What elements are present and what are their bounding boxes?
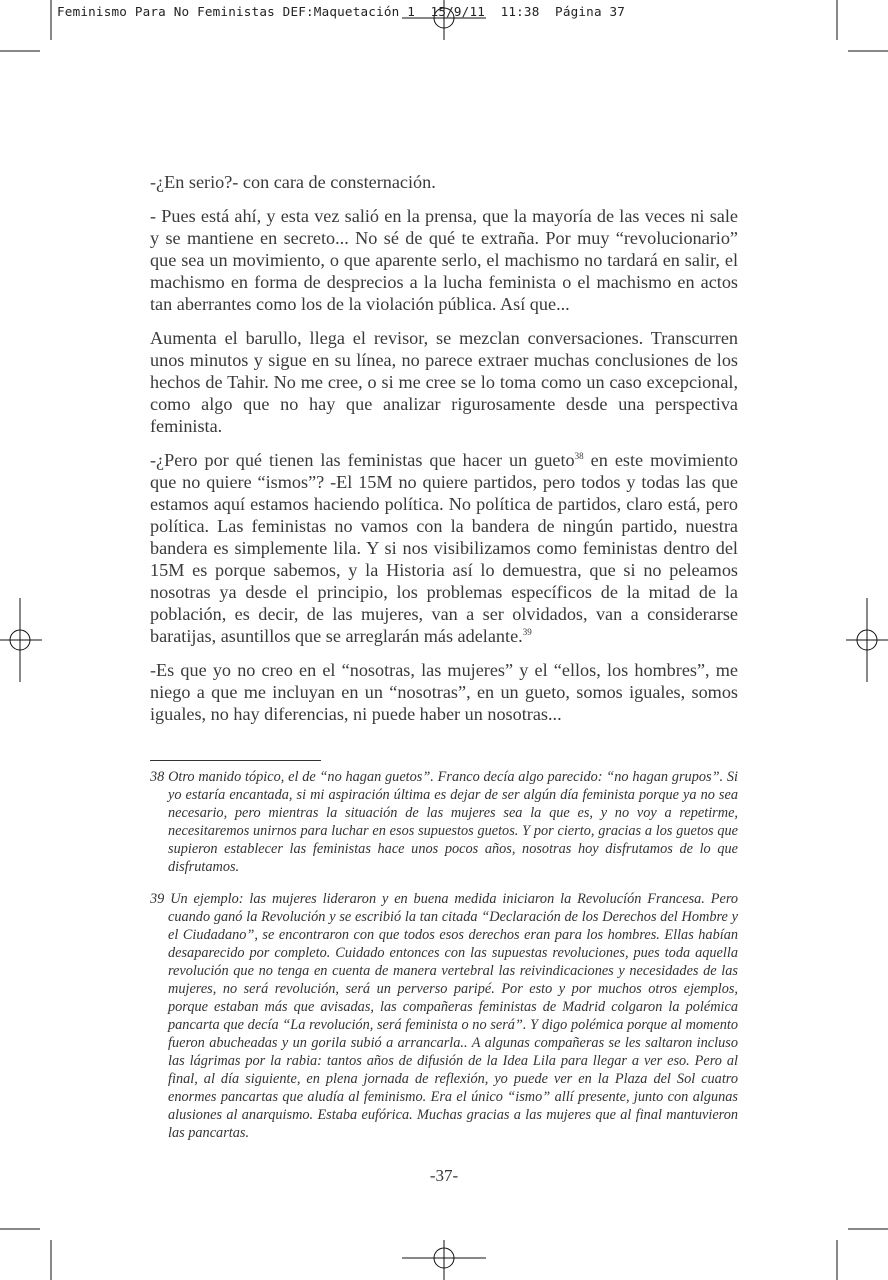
paragraph-text: en este movimiento que no quiere “ismos”? -El 15M no quiere partidos, pero todos y todas las que estamos aquí estamos haciendo política. No política de partidos, claro está, pero política. Las feministas no vamos con la bandera de ningún partido, nuestra bandera es simplemente lila. Y si nos visibilizamos como feministas dentro del 15M es porque sabemos, y la Historia así lo demuestra, que si no peleamos nosotras ya desde el principio, los problemas específicos de la mitad de la población, es decir, de las mujeres, van a ser olvidados, van a considerarse baratijas, asuntillos que se arreglarán más adelante. — [150, 450, 738, 646]
footnote-reference[interactable]: 39 — [522, 626, 532, 637]
page-number: -37- — [429, 1166, 459, 1185]
paragraph: -Es que yo no creo en el “nosotras, las mujeres” y el “ellos, los hombres”, me niego a que me incluyan en un “nosotras”, en un gueto, somos iguales, somos iguales, no hay diferencias, ni puede haber un nosotras... — [150, 660, 738, 724]
paragraph-text: -¿Pero por qué tienen las feministas que hacer un gueto — [150, 450, 575, 470]
paragraph: - Pues está ahí, y esta vez salió en la prensa, que la mayoría de las veces ni sale y se mantiene en secreto... No sé de qué te extraña. Por muy “revolucionario” que sea un movimiento, o que aparente serlo, el machismo no tardará en salir, el machismo en forma de desprecios a la lucha feminista o el machismo en actos tan aberrantes como los de la violación pública. Así que... — [150, 206, 738, 314]
footnotes — [150, 768, 738, 1142]
footnote-number: 39 — [150, 891, 165, 907]
footnote-divider — [150, 760, 321, 761]
body-text — [150, 171, 738, 725]
footnote-text: Un ejemplo: las mujeres lideraron y en buena medida iniciaron la Revolucíón Francesa. Pero cuando ganó la Revolución y se escribió la tan citada “Declaración de los Derechos del Hombre y el Ciudadano”, se encontraron con que todos esos derechos eran para los hombres. Ellas habían desaparecido por completo. Cuidado entonces con las supuestas revoluciones, pues toda aquella revolución que no tenga en cuenta de manera vertebral las reivindicaciones y necesidades de las mujeres, no será revolución, será un perverso paripé. Por esto y por muchos otros ejemplos, porque estaban más que avisadas, las compañeras feministas de Madrid colgaron la polémica pancarta que decía “La revolución, será feminista o no será”. Y digo polémica porque al momento fueron abucheadas y un gorila subió a arrancarla.. A algunas compañeras se les saltaron incluso las lágrimas por la rabia: tantos años de difusión de la Idea Lila para llegar a ver eso. Pero al final, al día siguiente, en plena jornada de reflexión, yo puede ver en la Plaza del Sol cuatro enormes pancartas que aludía al feminismo. Era el único “ismo” allí presente, junto con algunas alusiones al anarquismo. Estaba eufórica. Muchas gracias a las mujeres que al final mantuvieron las pancartas. — [168, 891, 739, 1141]
registration-mark-bottom — [402, 1240, 486, 1280]
registration-mark-right — [846, 598, 888, 682]
footnote-number: 38 — [150, 769, 165, 785]
paragraph — [150, 449, 738, 647]
footnote — [150, 768, 738, 876]
paragraph: -¿En serio?- con cara de consternación. — [150, 172, 436, 192]
footnote — [150, 890, 738, 1142]
footnote-reference[interactable]: 38 — [574, 450, 584, 461]
footnote-text: Otro manido tópico, el de “no hagan guetos”. Franco decía algo parecido: “no hagan grupos”. Si yo estaría encantada, si mi aspiración última es dejar de ser algún día feminista porque ya no sea necesario, pero mientras la situación de las mujeres sea la que es, y no voy a repetirme, necesitaremos unirnos para luchar en esos supuestos guetos. Y por cierto, gracias a los guetos que supieron establecer las feministas hace unos pocos años, nosotras hoy disfrutamos de lo que disfrutamos. — [168, 769, 738, 875]
paragraph: Aumenta el barullo, llega el revisor, se mezclan conversaciones. Transcurren unos minutos y sigue en su línea, no parece extraer muchas conclusiones de los hechos de Tahir. No me cree, o si me cree se lo toma como un caso excepcional, como algo que no hay que analizar rigurosamente desde una perspectiva feminista. — [150, 328, 738, 436]
print-slug: Feminismo Para No Feministas DEF:Maquetación 1 15/9/11 11:38 Página 37 — [57, 4, 626, 19]
registration-mark-left — [0, 598, 42, 682]
